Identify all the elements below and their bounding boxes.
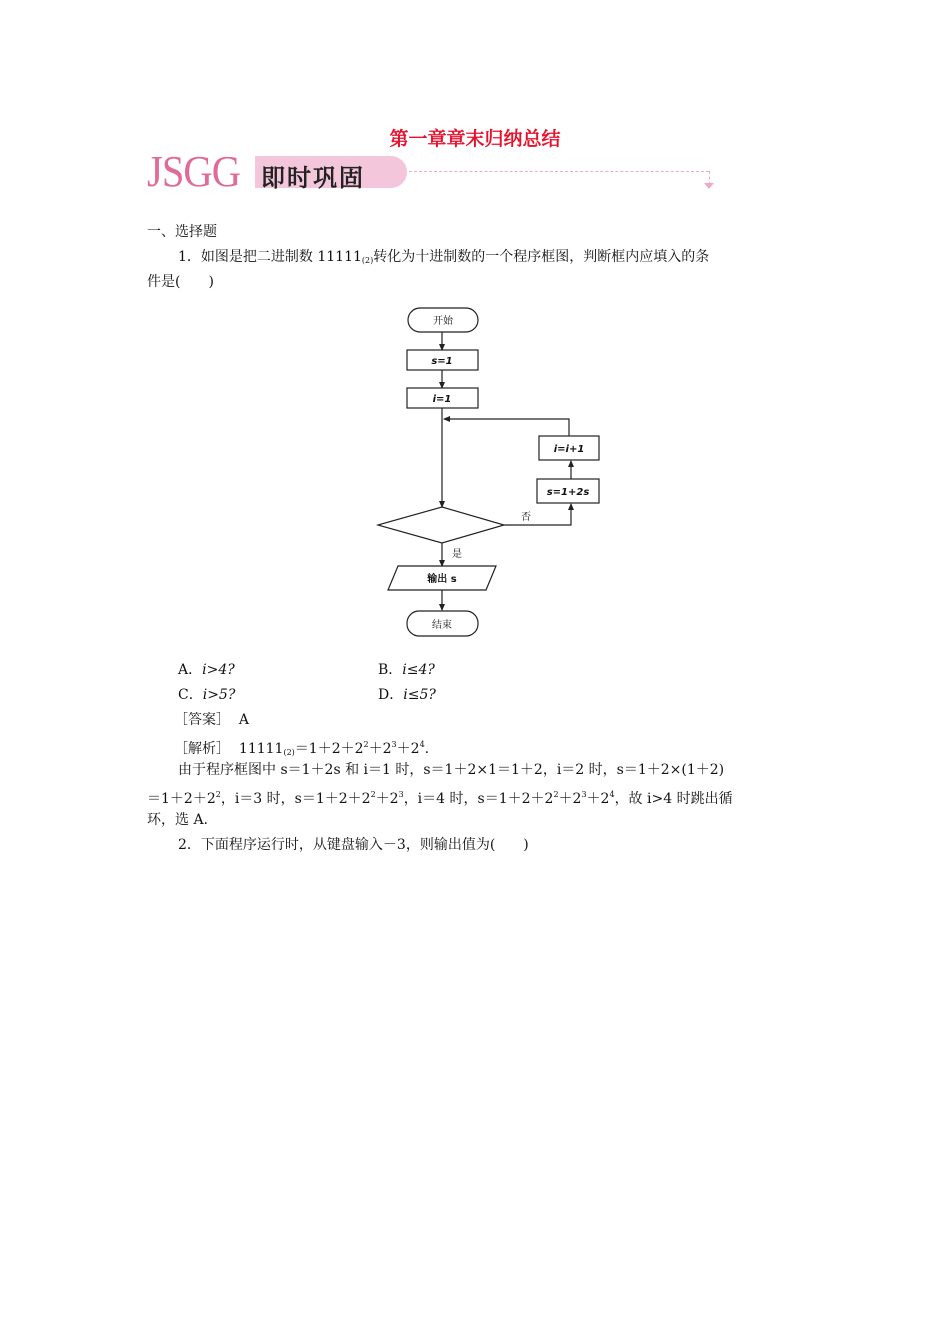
option-c-text: i>5? [202,687,236,703]
analysis-line [174,735,429,763]
analysis-sum-c: ＋2 [396,741,420,757]
answer-label: ［答案］ [174,712,230,728]
option-a-label: A． [178,662,203,678]
flow-i-inc-label: i=i+1 [553,444,585,455]
option-a [178,660,235,680]
flow-i-init-label: i=1 [432,394,452,405]
page-title: 第一章章末归纳总结 [389,128,561,150]
option-a-text: i>4? [202,662,235,678]
q1-stem-a: 1．如图是把二进制数 11111 [178,249,362,265]
analysis-sum-a: ＝1＋2＋2 [294,741,364,757]
explain2-exp-a: 2 [215,790,221,799]
option-c-label: C． [178,687,203,703]
explain2-exp-d: 2 [553,790,559,799]
flow-s-init-label: s=1 [431,356,453,367]
flow-s-update-label: s=1+2s [546,487,590,498]
analysis-exp-2: 2 [363,740,369,749]
q1-stem-b: 转化为十进制数的一个程序框图，判断框内应填入的条 [373,249,710,265]
answer-line [174,710,249,730]
explain2-exp-b: 2 [370,790,376,799]
analysis-label: ［解析］ [174,741,230,757]
banner-logo: JSGG [147,147,241,196]
q1-stem-line2: 件是( ) [147,274,214,290]
flow-decision-node [378,507,504,543]
option-b-label: B． [378,662,403,678]
banner-label-pill [255,156,407,192]
explain-line3: 环，选 A. [147,812,209,828]
option-b-text: i≤4? [402,662,435,678]
q2-stem: 2．下面程序运行时，从键盘输入－3，则输出值为( ) [178,837,529,853]
explain2-g: ，故 i>4 时跳出循 [614,791,733,807]
analysis-base: (2) [283,748,295,757]
flow-output-label: 输出 s [427,574,457,585]
flowchart [374,304,609,640]
explain2-e: ＋2 [558,791,582,807]
banner-label: 即时巩固 [261,164,365,192]
explain2-exp-e: 3 [581,790,587,799]
banner-dashed-line [409,171,709,172]
section-banner [147,147,717,196]
analysis-sum-b: ＋2 [368,741,392,757]
section-heading: 一、选择题 [147,224,217,240]
explain2-b: ，i＝3 时，s＝1＋2＋2 [220,791,371,807]
explain2-f: ＋2 [586,791,610,807]
analysis-end: . [424,741,430,757]
flow-arrow-no [504,504,571,525]
answer-value: A [238,712,250,728]
flow-arrow-loop-back [444,419,569,436]
analysis-number: 11111 [238,741,284,757]
explain-line2 [147,785,733,809]
q1-stem-line1 [178,247,709,271]
option-d-text: i≤5? [403,687,436,703]
flow-yes-label: 是 [452,549,462,560]
option-c [178,685,235,705]
option-b [378,660,435,680]
analysis-exp-3: 3 [391,740,397,749]
banner-arrow-icon [704,183,714,189]
explain2-exp-c: 3 [398,790,404,799]
explain2-d: ，i＝4 时，s＝1＋2＋2 [403,791,554,807]
explain2-c: ＋2 [375,791,399,807]
option-d-label: D． [378,687,404,703]
q1-stem-base: (2) [361,256,374,265]
explain2-a: ＝1＋2＋2 [147,791,216,807]
analysis-exp-4: 4 [419,740,425,749]
flow-start-label: 开始 [433,316,453,327]
explain-line1: 由于程序框图中 s＝1＋2s 和 i＝1 时，s＝1＋2×1＝1＋2，i＝2 时，s＝1＋2×(1＋2) [178,762,725,778]
option-d [378,685,436,705]
flow-end-label: 结束 [432,620,452,631]
flow-no-label: 否 [521,512,531,523]
explain2-exp-f: 4 [609,790,615,799]
